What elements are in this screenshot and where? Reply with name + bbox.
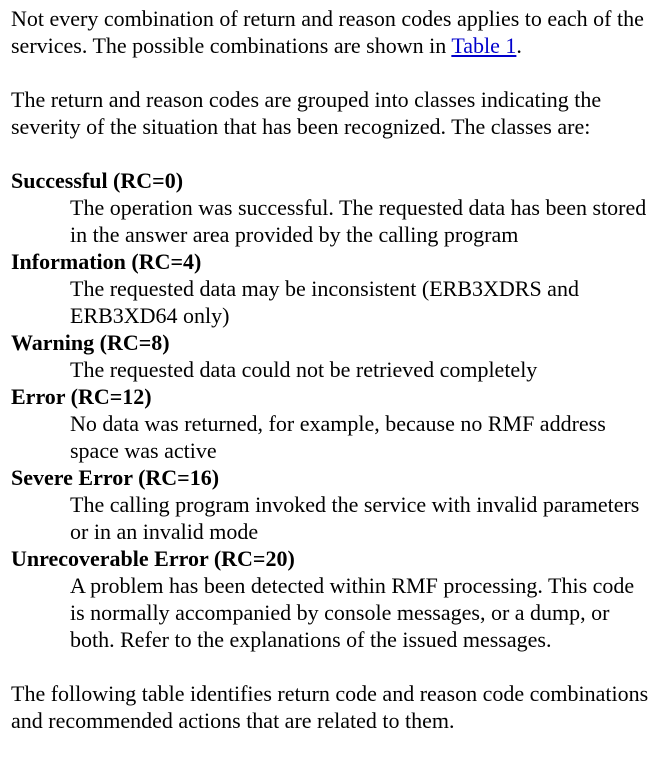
closing-paragraph: The following table identifies return code and reason code combinations and recommended actions that are related to them. — [11, 681, 649, 733]
class-definition-severe-error: The calling program invoked the service with invalid parameters or in an invalid mode — [70, 492, 640, 544]
class-term-successful: Successful (RC=0) — [11, 168, 184, 193]
class-term-warning: Warning (RC=8) — [11, 330, 170, 355]
class-definition-information: The requested data may be inconsistent (ERB3XDRS and ERB3XD64 only) — [70, 276, 579, 328]
class-term-information: Information (RC=4) — [11, 249, 202, 274]
class-definition-unrecoverable-error: A problem has been detected within RMF processing. This code is normally accompanied by console messages, or a dump, or both. Refer to the explanations of the issued messages. — [70, 573, 635, 652]
intro-text: Not every combination of return and reason codes applies to each of the services. The possible combinations are shown in — [11, 6, 644, 58]
classes-intro-paragraph: The return and reason codes are grouped into classes indicating the severity of the situation that has been recognized. The classes are: — [11, 87, 602, 139]
table-1-link[interactable]: Table 1 — [451, 33, 517, 58]
document-page — [11, 5, 651, 734]
class-definition-error: No data was returned, for example, because no RMF address space was active — [70, 411, 606, 463]
intro-period: . — [516, 33, 522, 58]
class-term-unrecoverable-error: Unrecoverable Error (RC=20) — [11, 546, 295, 571]
intro-paragraph — [11, 5, 651, 59]
class-term-severe-error: Severe Error (RC=16) — [11, 465, 220, 490]
return-code-classes-list — [11, 167, 651, 653]
class-term-error: Error (RC=12) — [11, 384, 152, 409]
class-definition-successful: The operation was successful. The requested data has been stored in the answer area provided by the calling program — [70, 195, 647, 247]
class-definition-warning: The requested data could not be retrieved completely — [70, 357, 538, 382]
